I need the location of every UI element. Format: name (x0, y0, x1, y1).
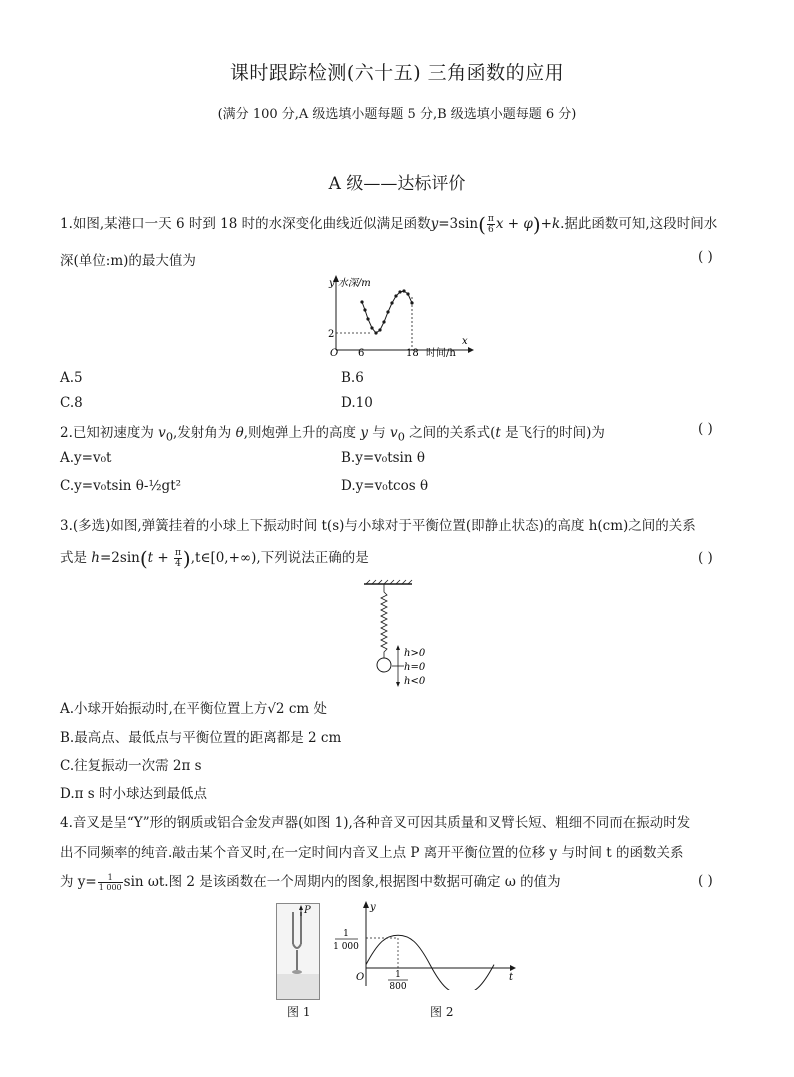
q1-x-letter: x (462, 336, 468, 347)
q3-line2: 式是 h=2sin(t + $\frac{\pi}{4}$ ),t∈[0,+∞),下列说法正确的是 (60, 546, 369, 571)
q3-fraction: $\frac{\pi}{4}$ (175, 548, 181, 569)
q3-label-h-pos: h>0 (404, 648, 426, 659)
q3-label-h-neg: h<0 (404, 676, 426, 687)
q1-points (360, 289, 413, 334)
page-title: 课时跟踪检测(六十五) 三角函数的应用 (229, 62, 565, 84)
q1-line2: 深(单位:m)的最大值为 (60, 253, 196, 269)
q3-label-h-zero: h=0 (404, 662, 426, 673)
q4-line2: 出不同频率的纯音.敲击某个音叉时,在一定时间内音叉上点 P 离开平衡位置的位移 y 与时间 t 的函数关系 (60, 845, 684, 861)
q2-choice-b: B.y=v₀tsin θ (341, 450, 425, 466)
q4-answer-paren: ( ) (698, 873, 713, 889)
q1-answer-paren: ( ) (698, 249, 713, 265)
q1-choice-d: D.10 (341, 395, 373, 411)
q3-spring (381, 584, 387, 658)
q2-answer-paren: ( ) (698, 421, 713, 437)
tuning-fork-icon (277, 904, 319, 999)
q1-tick-18: 18 (406, 348, 419, 359)
q3-up-arrowhead (396, 645, 400, 650)
q1-origin: O (330, 348, 339, 359)
q3-choice-b: B.最高点、最低点与平衡位置的距离都是 2 cm (60, 730, 342, 746)
q1-y-letter: y 水深/m (329, 278, 371, 289)
q1-line1: 1.如图,某港口一天 6 时到 18 时的水深变化曲线近似满足函数y=3sin( $\frac{\pi}{6}$ x + φ)+k.据此函数可知,这段时间水 (60, 212, 718, 237)
q4-x-tick-num: 1 (395, 970, 401, 980)
q4-fraction: $\frac{1}{1 000}$ (98, 873, 122, 892)
q3-answer-paren: ( ) (698, 550, 713, 566)
q4-label-p: P (304, 905, 311, 916)
q4-y-arrow (363, 901, 369, 908)
q1-fraction: $\frac{\pi}{6}$ (487, 214, 494, 235)
q1-choice-b: B.6 (341, 370, 364, 386)
q1-depth-chart (320, 272, 480, 362)
q3-choice-c: C.往复振动一次需 2π s (60, 758, 202, 774)
q3-line1: 3.(多选)如图,弹簧挂着的小球上下振动时间 t(s)与小球对于平衡位置(即静止状态)的高度 h(cm)之间的关系 (60, 518, 696, 534)
page-subtitle: (满分 100 分,A 级选填小题每题 5 分,B 级选填小题每题 6 分) (217, 107, 577, 122)
q1-tick-2: 2 (328, 329, 335, 340)
q4-line1: 4.音叉是呈“Y”形的钢质或铝合金发声器(如图 1),各种音叉可因其质量和叉臂长短、粗细不同而在振动时发 (60, 815, 691, 831)
q4-y-tick-num: 1 (343, 929, 349, 939)
q3-choice-d: D.π s 时小球达到最低点 (60, 786, 208, 802)
q1-x-arrow (468, 347, 474, 353)
q4-x-tick-den: 800 (389, 982, 407, 990)
q4-y-letter: y (370, 902, 376, 913)
q4-t-letter: t (509, 972, 514, 983)
q3-down-arrowhead (396, 682, 400, 687)
q4-y-tick-den: 1 000 (333, 942, 359, 952)
q1-tick-6: 6 (358, 348, 365, 359)
q4-t-arrow (510, 965, 516, 971)
q4-sine-curve (366, 935, 494, 990)
q4-figure1-photo (276, 903, 320, 1000)
q3-ball (377, 658, 391, 672)
q4-origin: O (356, 972, 365, 983)
q4-figure2-graph (330, 898, 520, 990)
q3-spring-figure (356, 578, 446, 690)
section-heading: A 级——达标评价 (328, 174, 466, 194)
q1-choice-c: C.8 (60, 395, 83, 411)
q3-choice-a: A.小球开始振动时,在平衡位置上方√2 cm 处 (60, 701, 327, 717)
q4-figure1-caption: 图 1 (287, 1005, 311, 1019)
q4-line3: 为 y= $\frac{1}{1 000}$ sin ωt.图 2 是该函数在一个周期内的图象,根据图中数据可确定 ω 的值为 (60, 873, 561, 892)
q2-choice-c: C.y=v₀tsin θ-½gt² (60, 478, 182, 494)
q2-stem: 2.已知初速度为 $v_0$,发射角为 θ,则炮弹上升的高度 y 与 $v_0$ 之间的关系式(t 是飞行的时间)为 (60, 425, 605, 444)
q2-choice-a: A.y=v₀t (60, 450, 112, 466)
q1-x-unit: 时间/h (426, 348, 456, 359)
q4-figure2-caption: 图 2 (430, 1005, 454, 1019)
q2-choice-d: D.y=v₀tcos θ (341, 478, 429, 494)
q1-choice-a: A.5 (60, 370, 83, 386)
